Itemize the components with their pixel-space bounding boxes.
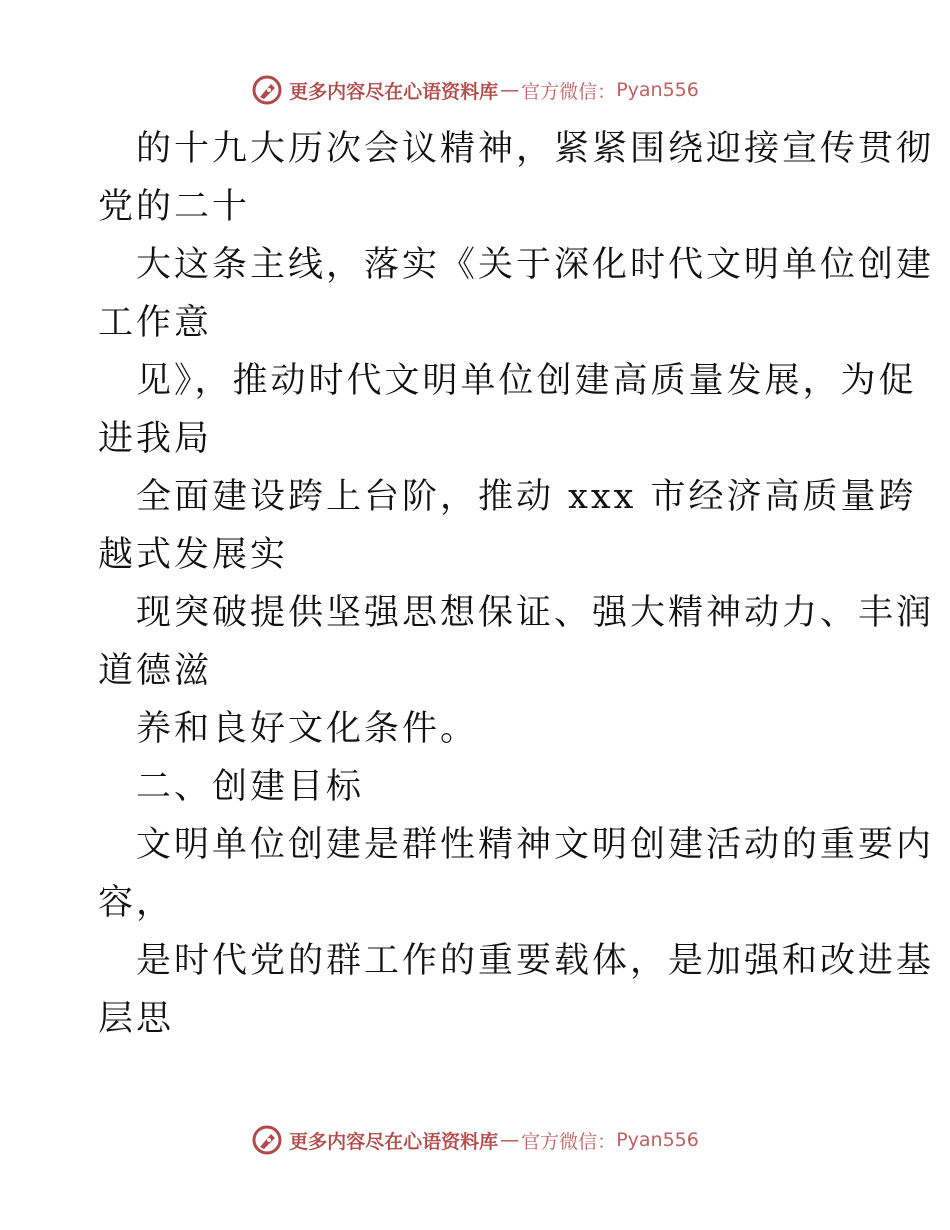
- body-line: 养和良好文化条件。: [136, 709, 479, 749]
- pen-nib-circle-icon: [251, 1124, 283, 1156]
- watermark-brand: 更多内容尽在心语资料库: [289, 1130, 499, 1153]
- footer-watermark: [0, 1120, 950, 1160]
- body-line: 全面建设跨上台阶，推动 xxx 市经济高质量跨: [136, 477, 917, 517]
- watermark-brand: 更多内容尽在心语资料库: [289, 80, 499, 103]
- body-line: 党的二十: [98, 187, 251, 227]
- watermark-dash: —: [500, 1129, 520, 1151]
- watermark-wechat-label: 官方微信：: [521, 1130, 617, 1153]
- body-line: 见》，推动时代文明单位创建高质量发展，为促: [136, 361, 917, 401]
- watermark-wechat-label: 官方微信：: [521, 80, 617, 103]
- watermark-dash: —: [500, 79, 520, 101]
- body-line: 是时代党的群工作的重要载体，是加强和改进基: [136, 941, 935, 981]
- body-line: 的十九大历次会议精神，紧紧围绕迎接宣传贯彻: [136, 129, 935, 169]
- body-line: 层思: [98, 999, 175, 1039]
- body-line: 越式发展实: [98, 535, 289, 575]
- document-body: [98, 120, 935, 1048]
- pen-nib-circle-icon: [251, 74, 283, 106]
- body-line: 道德滋: [98, 651, 213, 691]
- watermark-wechat-id: Pyan556: [616, 1129, 699, 1151]
- body-line: 文明单位创建是群性精神文明创建活动的重要内: [136, 825, 935, 865]
- watermark-wechat-id: Pyan556: [616, 79, 699, 101]
- body-line: 进我局: [98, 419, 213, 459]
- header-watermark: [0, 70, 950, 110]
- body-line: 现突破提供坚强思想保证、强大精神动力、丰润: [136, 593, 935, 633]
- body-line: 大这条主线，落实《关于深化时代文明单位创建: [136, 245, 935, 285]
- section-heading: 二、创建目标: [136, 767, 365, 807]
- body-line: 容，: [98, 883, 175, 923]
- body-line: 工作意: [98, 303, 213, 343]
